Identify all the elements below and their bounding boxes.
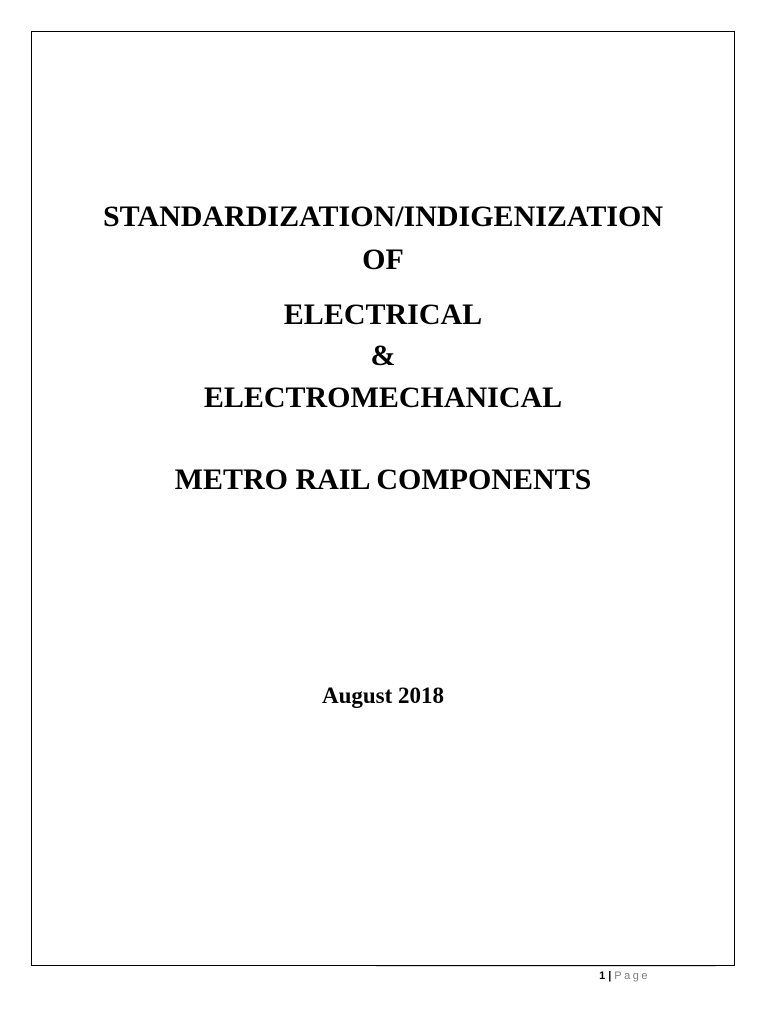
title-line-electromechanical: ELECTROMECHANICAL <box>203 381 563 414</box>
page-border <box>31 31 735 966</box>
title-line-of: OF <box>362 243 404 276</box>
footer-separator: | <box>608 970 612 982</box>
title-line-standardization: STANDARDIZATION/INDIGENIZATION <box>102 200 664 233</box>
title-line-metro-rail-components: METRO RAIL COMPONENTS <box>174 463 592 496</box>
footer-divider <box>376 966 716 967</box>
document-date: August 2018 <box>321 683 445 708</box>
page-footer <box>599 969 650 983</box>
title-line-electrical: ELECTRICAL <box>283 298 483 331</box>
title-line-ampersand: & <box>370 339 396 372</box>
page-number: 1 <box>599 970 606 982</box>
page-label: Page <box>614 970 650 982</box>
